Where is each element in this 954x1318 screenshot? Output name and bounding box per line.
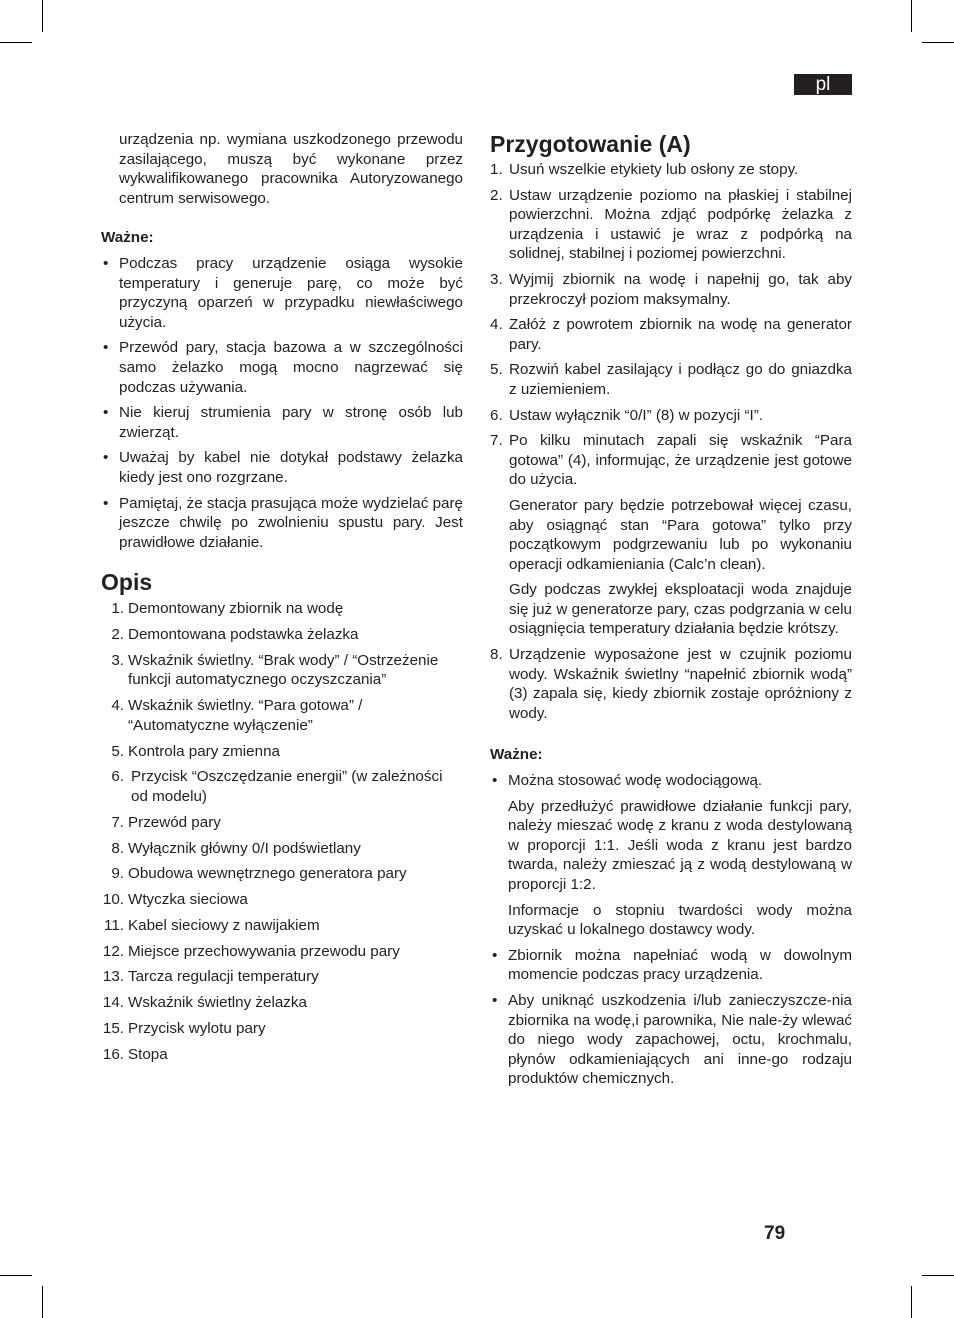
important-heading: Ważne:: [101, 229, 154, 247]
list-item: 9. Obudowa wewnętrznego generatora pary: [111, 865, 407, 883]
list-item: • Nie kieruj strumienia pary w stronę osób lub zwierząt.: [103, 404, 463, 441]
important-list: [490, 771, 852, 1089]
list-item: 2. Demontowana podstawka żelazka: [111, 626, 359, 644]
crop-mark: [42, 1286, 43, 1318]
crop-mark: [911, 0, 912, 32]
crop-mark: [922, 1275, 954, 1276]
language-badge: pl: [794, 74, 852, 95]
list-item: 1. Usuń wszelkie etykiety lub osłony ze stopy.: [490, 161, 799, 178]
list-item: 11. Kabel sieciowy z nawijakiem: [104, 916, 320, 934]
list-item: 8. Urządzenie wyposażone jest w czujnik poziomu wody. Wskaźnik świetlny “napełnić zbiornik wodą” (3) zapala się, kiedy zbiornik zostaje opróżniony z wody.: [490, 646, 852, 722]
list-item: • Przewód pary, stacja bazowa a w szczególności samo żelazko mogą mocno nagrzewać się podczas używania.: [103, 339, 463, 396]
bullet-icon: •: [103, 254, 109, 272]
left-column: [101, 130, 463, 1071]
section-title-opis: Opis: [101, 569, 153, 596]
list-item: • Podczas pracy urządzenie osiąga wysokie temperatury i generuje parę, co może być przyczyną oparzeń w przypadku niewłaściwego użycia.: [103, 254, 463, 331]
list-item: 16. Stopa: [102, 1045, 168, 1063]
list-item: 5. Kontrola pary zmienna: [111, 742, 280, 760]
crop-mark: [911, 1286, 912, 1318]
bullet-icon: •: [492, 772, 498, 790]
parts-list: [101, 599, 463, 1064]
important-list: [101, 254, 463, 552]
list-item: 12. Miejsce przechowywania przewodu pary: [102, 942, 400, 960]
step-note: Gdy podczas zwykłej eksploatacji woda znajduje się już w generatorze pary, czas podgrzania w celu osiągnięcia temperatury działania będzie krótszy.: [509, 581, 852, 638]
list-item: • Pamiętaj, że stacja prasująca może wydzielać parę jeszcze chwilę po zwolnieniu spustu pary. Jest prawidłowe działanie.: [103, 494, 463, 551]
list-item: 10. Wtyczka sieciowa: [102, 891, 248, 909]
list-item: 13. Tarcza regulacji temperatury: [102, 968, 319, 986]
section-title-preparation: Przygotowanie (A): [490, 131, 691, 157]
list-item: 14. Wskaźnik świetlny żelazka: [102, 994, 307, 1012]
list-item: 15. Przycisk wylotu pary: [102, 1020, 266, 1037]
list-item: 4. Wskaźnik świetlny. “Para gotowa” / “Automatyczne wyłączenie”: [111, 697, 363, 734]
note-paragraph: Informacje o stopniu twardości wody można uzyskać u lokalnego dostawcy wody.: [508, 901, 852, 939]
crop-mark: [0, 1275, 32, 1276]
list-item: 6. Przycisk “Oszczędzanie energii” (w zależności od modelu): [111, 768, 443, 805]
list-item: • Zbiornik można napełniać wodą w dowolnym momencie podczas pracy urządzenia.: [492, 946, 852, 984]
list-item: 2. Ustaw urządzenie poziomo na płaskiej i stabilnej powierzchni. Można zdjąć podpórkę żelazka z urządzenia i ustawić je wraz z podpórką na solidnej, stabilnej i poziomej powierzchni.: [490, 186, 852, 263]
list-item: 3. Wskaźnik świetlny. “Brak wody” / “Ostrzeżenie funkcji automatycznego oczyszczania”: [111, 651, 439, 689]
bullet-icon: •: [492, 946, 498, 964]
list-item: • Uważaj by kabel nie dotykał podstawy żelazka kiedy jest ono rozgrzane.: [103, 449, 463, 486]
bullet-icon: •: [103, 494, 109, 512]
important-heading: Ważne:: [490, 746, 543, 764]
list-item: 7. Przewód pary: [111, 813, 221, 831]
bullet-icon: •: [103, 404, 109, 422]
list-item: 1. Demontowany zbiornik na wodę: [111, 600, 344, 618]
crop-mark: [42, 0, 43, 32]
right-column: [490, 130, 852, 1095]
intro-paragraph: urządzenia np. wymiana uszkodzonego przewodu zasilającego, muszą być wykonane przez wykwalifikowanego pracownika Autoryzowanego centrum serwisowego.: [119, 131, 463, 207]
list-item: 7. Po kilku minutach zapali się wskaźnik “Para gotowa” (4), informując, że urządzenie jest gotowe do użycia. Generator pary będzie potrzebował więcej czasu, aby osiągnąć stan “Para gotowa” tylko przy początkowym podgrzewaniu lub po wykonaniu operacji odkamieniania (Calc’n clean). Gdy podczas zwykłej eksploatacji woda znajduje się już w generatorze pary, czas podgrzania w celu osiągnięcia temperatury działania będzie krótszy.: [490, 432, 852, 638]
list-item: 8. Wyłącznik główny 0/I podświetlany: [111, 839, 361, 857]
list-item: 6. Ustaw wyłącznik “0/I” (8) w pozycji “I”.: [490, 406, 764, 424]
bullet-icon: •: [103, 449, 109, 467]
list-item: 5. Rozwiń kabel zasilający i podłącz go do gniazdka z uziemieniem.: [490, 361, 852, 398]
steps-list: [490, 160, 852, 723]
bullet-icon: •: [103, 339, 109, 357]
list-item: • Aby uniknąć uszkodzenia i/lub zanieczyszcze-nia zbiornika na wodę,i parownika, Nie nale-ży wlewać do niego wody zapachowej, octu, krochmalu, płynów odkamieniających ani inne-go rodzaju produktów chemicznych.: [492, 991, 852, 1088]
note-paragraph: Aby przedłużyć prawidłowe działanie funkcji pary, należy mieszać wodę z kranu z woda destylowaną w proporcji 1:1. Jeśli woda z kranu jest bardzo twarda, należy zmieszać ją z wodą destylowaną w proporcji 1:2.: [508, 797, 852, 893]
list-item: • Można stosować wodę wodociągową. Aby przedłużyć prawidłowe działanie funkcji pary, należy mieszać wodę z kranu z woda destylowaną w proporcji 1:1. Jeśli woda z kranu jest bardzo twarda, należy zmieszać ją z wodą destylowaną w proporcji 1:2. Informacje o stopniu twardości wody można uzyskać u lokalnego dostawcy wody.: [492, 772, 852, 939]
bullet-icon: •: [492, 991, 498, 1009]
step-note: Generator pary będzie potrzebował więcej czasu, aby osiągnąć stan “Para gotowa” tylko przy początkowym podgrzewaniu lub po wykonaniu operacji odkamieniania (Calc’n clean).: [509, 496, 852, 573]
list-item: 4. Załóż z powrotem zbiornik na wodę na generator pary.: [490, 316, 852, 353]
crop-mark: [922, 42, 954, 43]
list-item: 3. Wyjmij zbiornik na wodę i napełnij go, tak aby przekroczył poziom maksymalny.: [490, 270, 852, 308]
crop-mark: [0, 42, 32, 43]
page-number: 79: [764, 1223, 786, 1244]
